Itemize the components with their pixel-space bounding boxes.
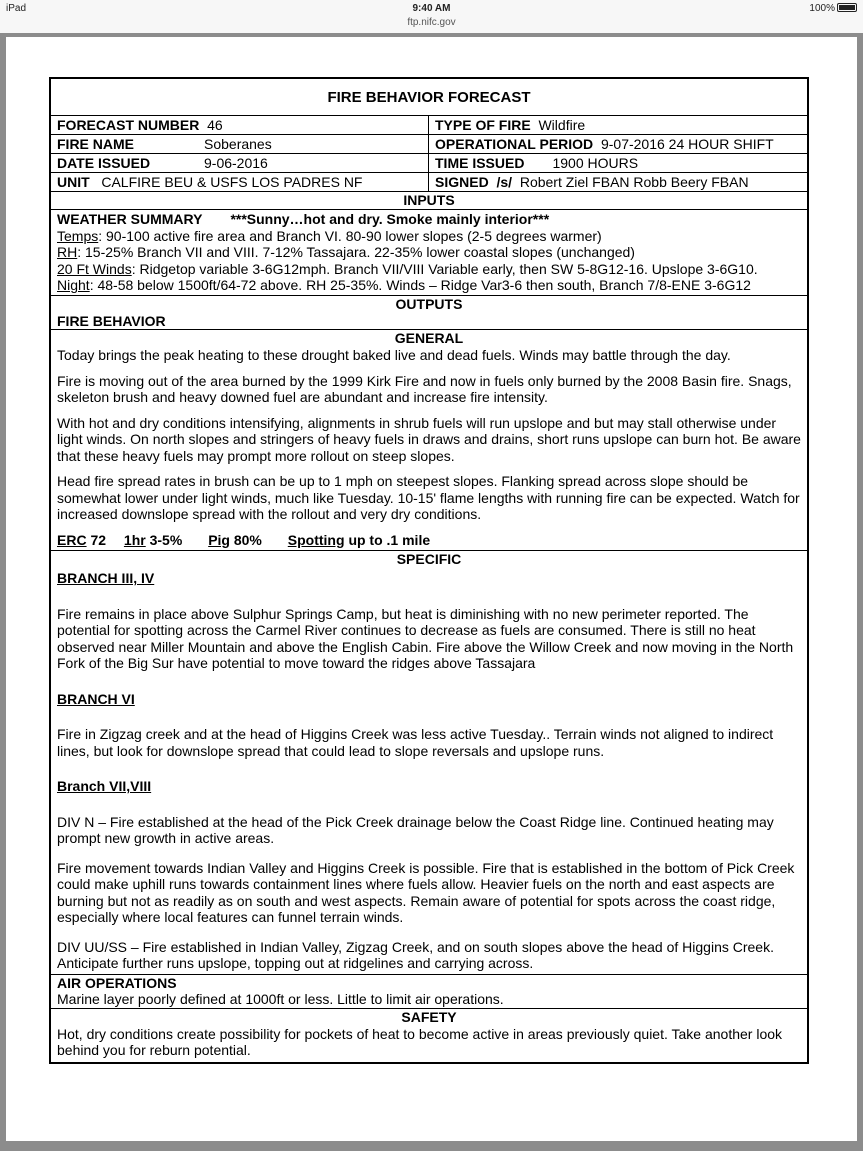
form-title: FIRE BEHAVIOR FORECAST [51, 79, 807, 116]
clock: 9:40 AM [412, 3, 451, 14]
pig-value: 80% [233, 531, 262, 548]
temps-value: : 90-100 active fire area and Branch VI. 80-90 lower slopes (2-5 degrees warmer) [98, 227, 602, 244]
weather-summary-label: WEATHER SUMMARY [57, 211, 203, 227]
general-paragraph: Head fire spread rates in brush can be up to 1 mph on steepest slopes. Flanking spread across slope should be somewhat lower under light winds, much like Tuesday. 10-15' flame lengths with running fire can be expected. Watch for increased downslope spread with the rollout and very dry conditions. [57, 473, 800, 522]
safety-section [51, 1009, 807, 1062]
rh-label: RH [57, 244, 78, 260]
inputs-heading: INPUTS [51, 192, 807, 210]
general-paragraph: Today brings the peak heating to these drought baked live and dead fuels. Winds may battle through the day. [57, 347, 731, 363]
safety-text: Hot, dry conditions create possibility for pockets of heat to become active in areas previously quiet. Take another look behind you for reburn potential. [57, 1025, 783, 1058]
fuel-indices [57, 532, 801, 549]
hr1-value: 3-5% [149, 531, 183, 548]
branch-paragraph: DIV N – Fire established at the head of the Pick Creek drainage below the Coast Ridge line. Continued heating may prompt new growth in active areas. [57, 813, 774, 846]
signed-mark: /s/ [496, 174, 513, 190]
time-issued-label: TIME ISSUED [435, 155, 525, 171]
branch-paragraph: DIV UU/SS – Fire established in Indian Valley, Zigzag Creek, and on south slopes above the head of Higgins Creek. Anticipate further runs upslope, topping out at ridgelines and carrying across. [57, 938, 774, 971]
air-operations-section [51, 975, 807, 1009]
branch-paragraph: Fire in Zigzag creek and at the head of Higgins Creek was less active Tuesday.. Terrain winds not aligned to indirect lines, but look for downslope spread that could lead to slope reversals and upslope runs. [57, 726, 774, 759]
air-operations-label: AIR OPERATIONS [57, 974, 177, 991]
type-of-fire-value: Wildfire [538, 117, 586, 133]
air-operations-text: Marine layer poorly defined at 1000ft or less. Little to limit air operations. [57, 991, 504, 1007]
erc-label: ERC [57, 531, 87, 548]
winds-value: : Ridgetop variable 3-6G12mph. Branch VII/VIII Variable early, then SW 5-8G12-16. Upslope 3-6G10. [131, 260, 758, 277]
spotting-label: Spotting [287, 531, 345, 548]
general-paragraph: Fire is moving out of the area burned by the 1999 Kirk Fire and now in fuels only burned by the 2008 Basin fire. Snags, skeleton brush and heavy downed fuel are abundant and increase fire intensity. [57, 372, 792, 405]
safety-heading: SAFETY [401, 1008, 457, 1025]
header-row-4 [51, 173, 807, 192]
branch-paragraph: Fire movement towards Indian Valley and Higgins Creek is possible. Fire that is established in the bottom of Pick Creek could make uphill runs towards containment lines where fuels allow. Heavier fuels on the north and east aspects are burning but not as readily as on south and west aspects. Remain aware of potential for spots across the coast ridge, especially where local features can funnel terrain winds. [57, 859, 795, 925]
branch-paragraph: Fire remains in place above Sulphur Springs Camp, but heat is diminishing with no new perimeter reported. The potential for spotting across the Carmel River continues to decrease as fuels are consumed. There is still no heat observed near Miller Mountain and above the English Cabin. Fire above the Willow Creek and now moving in the North Fork of the Big Sur have potential to move toward the ridges above Tassajara [57, 605, 794, 671]
device-label: iPad [6, 3, 27, 14]
document-page [6, 37, 857, 1141]
general-paragraph: With hot and dry conditions intensifying, alignments in shrub fuels will run upslope and but may stall otherwise under light winds. On north slopes and stringers of heavy fuels in draws and drains, short runs upslope can burn hot. Be aware that these heavy fuels may prompt more rollout on steep slopes. [57, 414, 801, 464]
signed-label: SIGNED [435, 174, 489, 190]
branch-heading: BRANCH VI [57, 690, 135, 707]
forecast-number-value: 46 [207, 117, 223, 133]
hr1-label: 1hr [123, 531, 146, 548]
general-heading: GENERAL [394, 330, 464, 346]
forecast-form [49, 77, 809, 1064]
date-issued-label: DATE ISSUED [57, 155, 151, 171]
signed-value: Robert Ziel FBAN Robb Beery FBAN [519, 174, 749, 190]
branch-heading: BRANCH III, IV [57, 570, 155, 586]
general-section [51, 330, 807, 551]
address-bar-url[interactable]: ftp.nifc.gov [407, 17, 456, 28]
header-row-1 [51, 116, 807, 135]
outputs-section [51, 296, 807, 331]
specific-heading: SPECIFIC [396, 551, 462, 567]
fire-name-value: Soberanes [204, 136, 272, 152]
operational-period-label: OPERATIONAL PERIOD [435, 136, 594, 152]
type-of-fire-label: TYPE OF FIRE [435, 117, 531, 133]
branch-heading: Branch VII,VIII [57, 778, 152, 794]
night-value: : 48-58 below 1500ft/64-72 above. RH 25-35%. Winds – Ridge Var3-6 then south, Branch 7/8-ENE 3-6G12 [89, 277, 751, 293]
spotting-value: up to .1 mile [348, 531, 431, 548]
date-issued-value: 9-06-2016 [204, 155, 268, 171]
header-row-2 [51, 135, 807, 154]
battery-percent: 100% [809, 3, 835, 14]
battery-icon [837, 3, 857, 12]
header-row-3 [51, 154, 807, 173]
unit-value: CALFIRE BEU & USFS LOS PADRES NF [101, 174, 363, 190]
pig-label: Pig [208, 531, 230, 548]
erc-value: 72 [90, 531, 107, 548]
night-label: Night [57, 277, 90, 293]
battery-indicator [809, 3, 857, 14]
outputs-heading: OUTPUTS [395, 295, 463, 312]
weather-section [51, 210, 807, 296]
weather-summary-value: ***Sunny…hot and dry. Smoke mainly interior*** [230, 211, 550, 227]
fire-behavior-label: FIRE BEHAVIOR [57, 312, 166, 329]
time-issued-value: 1900 HOURS [552, 155, 639, 171]
temps-label: Temps [57, 227, 99, 244]
winds-label: 20 Ft Winds [57, 260, 132, 277]
unit-label: UNIT [57, 174, 90, 190]
specific-section [51, 551, 807, 975]
fire-name-label: FIRE NAME [57, 136, 134, 152]
status-bar [0, 0, 863, 33]
forecast-number-label: FORECAST NUMBER [57, 117, 200, 133]
operational-period-value: 9-07-2016 24 HOUR SHIFT [600, 136, 774, 152]
rh-value: : 15-25% Branch VII and VIII. 7-12% Tassajara. 22-35% lower coastal slopes (unchanged) [77, 244, 635, 260]
